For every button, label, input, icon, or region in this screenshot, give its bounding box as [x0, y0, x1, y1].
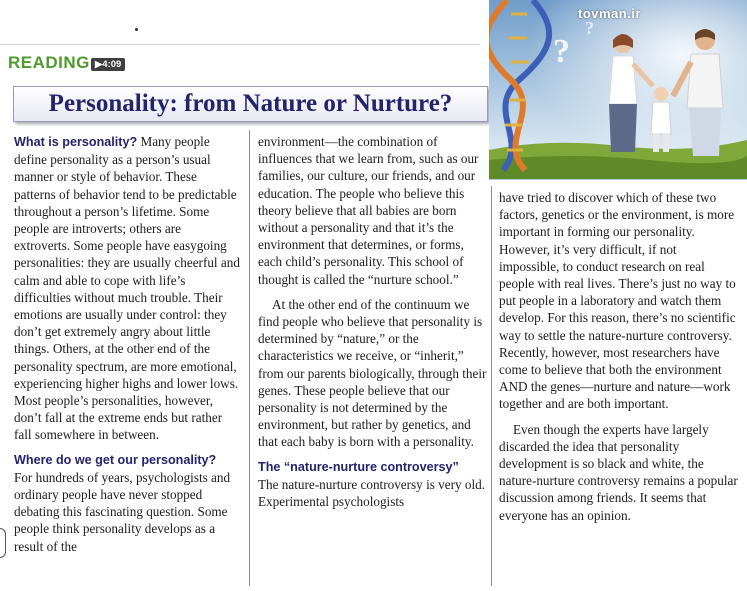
- article-title-bar: [13, 86, 488, 122]
- margin-bracket: [0, 528, 6, 558]
- paragraph: The nature-nurture controversy is very old. Experimental psychologists: [258, 476, 486, 510]
- article-column-1: [14, 133, 240, 555]
- question-mark-icon: ?: [553, 33, 570, 70]
- paragraph: At the other end of the continuum we find people who believe that personality is determined by “nature,” or the characteristics we receive, or “inherit,” from our parents biologically, through their genes. These people believe that our personality is not determined by the environment, but rather by genetics, and that each baby is born with a personality.: [258, 296, 487, 450]
- subheading-what-is-personality: What is personality?: [14, 135, 138, 149]
- article-column-2: [258, 133, 490, 510]
- article-title: Personality: from Nature or Nurture?: [48, 90, 453, 117]
- watermark-text: tovman.ir: [578, 6, 642, 21]
- question-mark-icon: ?: [585, 18, 594, 38]
- paragraph-text: Many people define personality as a person’s usual manner or style of behavior. These patterns of behavior tend to be predictable throughout a person’s lifetime. Some people are introverts; others are extroverts. Some people have easygoing personalities: they are usually cheerful and calm and able to cope with life’s difficulties without much trouble. Their emotions are usually under control: they don’t get extremely angry about little things. Others, at the other end of the personality spectrum, are more emotional, experiencing higher highs and lower lows. Most people’s personalities, however, don’t fall at the extreme ends but rather fall somewhere in between.: [14, 134, 240, 443]
- column-divider: [491, 186, 492, 586]
- paragraph: For hundreds of years, psychologists and ordinary people have never stopped debating this fascinating question. Some people think personality develops as a result of the: [14, 469, 231, 554]
- subheading-nature-nurture-controversy: The “nature-nurture controversy”: [258, 459, 459, 474]
- stray-mark: [135, 28, 138, 31]
- column-divider: [249, 130, 250, 586]
- photo-illustration: [489, 0, 747, 180]
- paragraph: [14, 133, 240, 444]
- article-column-3: [499, 189, 739, 524]
- family-dna-photo: [489, 0, 747, 180]
- paragraph: Even though the experts have largely discarded the idea that personality development is so black and white, the nature-nurture controversy remains a popular discussion among friends. It seems that everyone has an opinion.: [499, 421, 738, 523]
- header-rule: [0, 44, 480, 45]
- section-label: READING: [8, 53, 90, 72]
- subheading-where-do-we-get: Where do we get our personality?: [14, 452, 217, 467]
- audio-track-badge[interactable]: ▶4:09: [91, 58, 125, 71]
- paragraph: environment—the combination of influences that we learn from, such as our families, our culture, our friends, and our education. The people who believe this theory believe that all babies are born without a personality and that it’s the environment that determines, or forms, each child’s personality. This school of thought is called the “nurture school.”: [258, 134, 479, 287]
- paragraph: have tried to discover which of these two factors, genetics or the environment, is more important in forming our personality. However, it’s very difficult, if not impossible, to conduct research on real people with real lives. There’s just no way to put people in a laboratory and watch them develop. For this reason, there’s no scientific way to settle the nature-nurture controversy. Recently, however, most researchers have come to believe that both the environment AND the genes—nurture and nature—work together and are both important.: [499, 190, 736, 412]
